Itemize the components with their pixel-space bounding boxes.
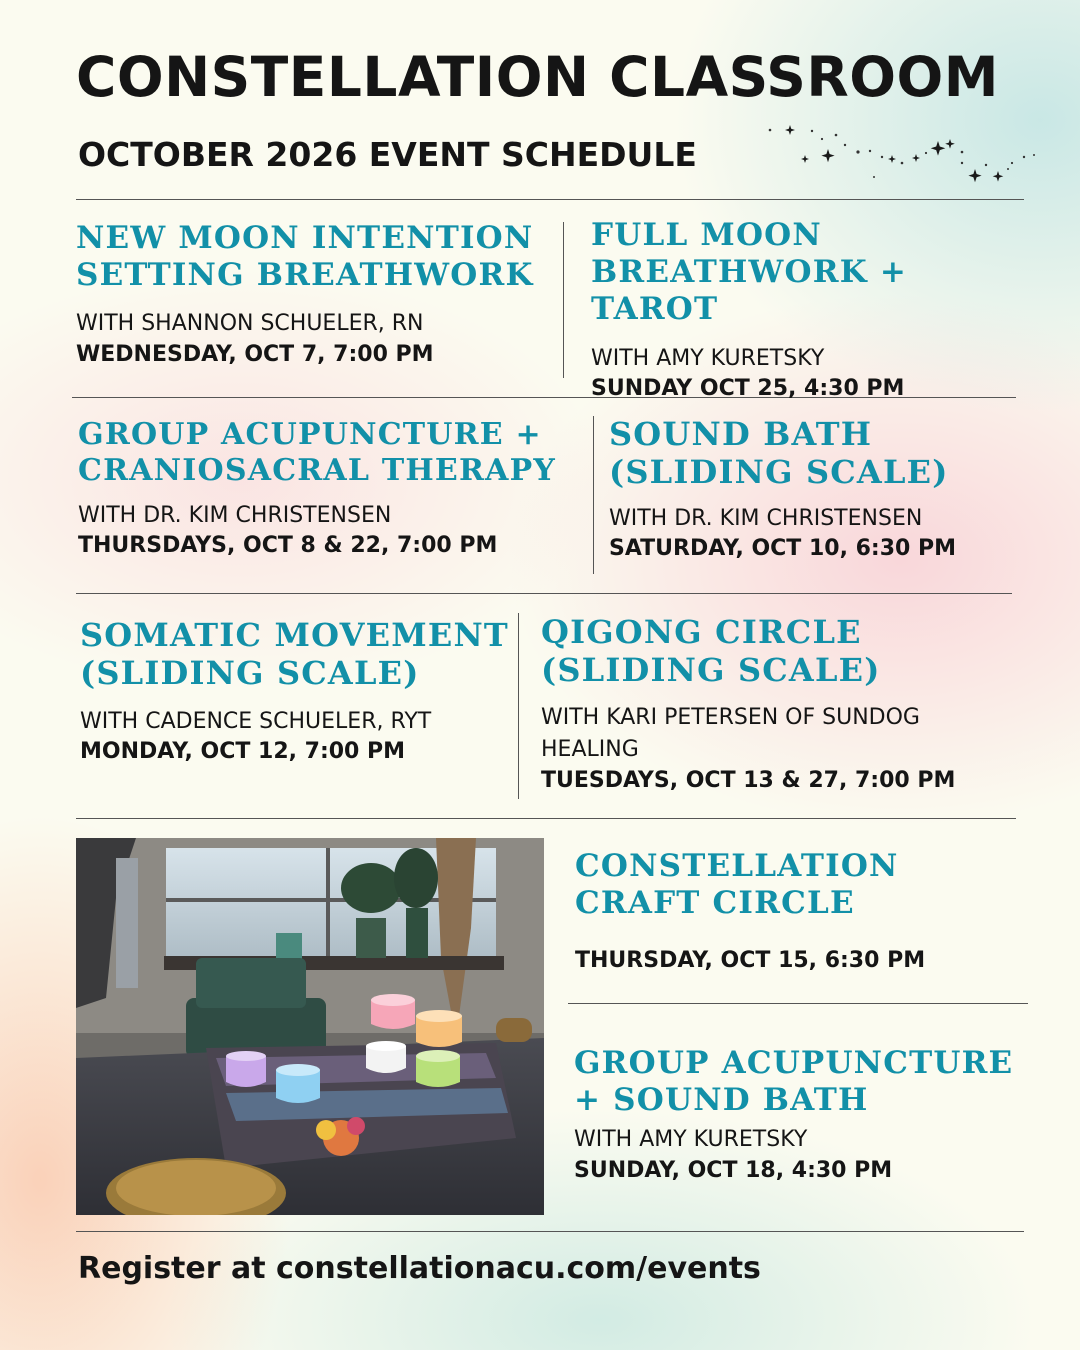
event-title: SOUND BATH (SLIDING SCALE): [609, 415, 949, 492]
event-date: TUESDAYS, OCT 13 & 27, 7:00 PM: [541, 767, 956, 793]
event-facilitator: WITH AMY KURETSKY: [591, 345, 825, 371]
event-title: QIGONG CIRCLE (SLIDING SCALE): [541, 613, 881, 690]
divider: [563, 222, 564, 378]
event-somatic-movement: [80, 616, 510, 768]
event-date: WEDNESDAY, OCT 7, 7:00 PM: [76, 341, 434, 367]
event-sound-bath: [609, 415, 1029, 565]
event-facilitator: WITH KARI PETERSEN OF SUNDOG HEALING: [541, 704, 920, 762]
event-facilitator: WITH AMY KURETSKY: [574, 1127, 808, 1153]
sound-bath-room-photo: [76, 838, 544, 1215]
event-date: MONDAY, OCT 12, 7:00 PM: [80, 739, 406, 765]
star-icon: [945, 139, 955, 149]
event-new-moon-breathwork: [76, 220, 546, 370]
event-title: GROUP ACUPUNCTURE + CRANIOSACRAL THERAPY: [78, 417, 556, 488]
event-date: SATURDAY, OCT 10, 6:30 PM: [609, 536, 957, 562]
star-icon: [993, 171, 1004, 182]
divider: [76, 1231, 1024, 1232]
star-icon: [968, 169, 981, 182]
event-date: THURSDAYS, OCT 8 & 22, 7:00 PM: [78, 533, 498, 559]
divider: [593, 416, 594, 574]
event-facilitator: WITH DR. KIM CHRISTENSEN: [78, 503, 392, 528]
event-date: SUNDAY, OCT 18, 4:30 PM: [574, 1157, 893, 1183]
divider: [518, 613, 519, 799]
star-icon: [785, 125, 795, 135]
page-subtitle: OCTOBER 2026 EVENT SCHEDULE: [78, 135, 697, 174]
event-facilitator: WITH DR. KIM CHRISTENSEN: [609, 505, 923, 531]
star-icon: [821, 149, 834, 162]
event-facilitator: WITH SHANNON SCHUELER, RN: [76, 311, 424, 337]
star-icon: [912, 154, 920, 162]
event-title: SOMATIC MOVEMENT (SLIDING SCALE): [80, 616, 509, 693]
divider: [76, 593, 1012, 594]
event-title: GROUP ACUPUNCTURE + SOUND BATH: [574, 1045, 1014, 1119]
event-date: THURSDAY, OCT 15, 6:30 PM: [575, 948, 926, 974]
star-icon: [801, 155, 809, 163]
event-date: SUNDAY OCT 25, 4:30 PM: [591, 375, 905, 401]
event-title: NEW MOON INTENTION SETTING BREATHWORK: [76, 220, 534, 294]
divider: [568, 1003, 1028, 1004]
stars-decoration: [750, 105, 1050, 195]
event-title: FULL MOON BREATHWORK + TAROT: [591, 217, 907, 328]
event-qigong-circle: [541, 613, 1011, 796]
divider: [76, 818, 1016, 819]
register-link[interactable]: Register at constellationacu.com/events: [78, 1251, 761, 1286]
star-icon: [888, 155, 896, 163]
event-title: CONSTELLATION CRAFT CIRCLE: [575, 848, 899, 922]
event-full-moon-breathwork-tarot: [591, 217, 1031, 404]
event-group-acupuncture-craniosacral: [78, 417, 583, 562]
event-facilitator: WITH CADENCE SCHUELER, RYT: [80, 708, 432, 734]
event-group-acupuncture-sound-bath: [574, 1045, 1024, 1186]
page-title: CONSTELLATION CLASSROOM: [76, 45, 999, 109]
star-icon: [931, 141, 946, 156]
event-craft-circle: [575, 848, 1015, 977]
divider: [76, 199, 1024, 200]
